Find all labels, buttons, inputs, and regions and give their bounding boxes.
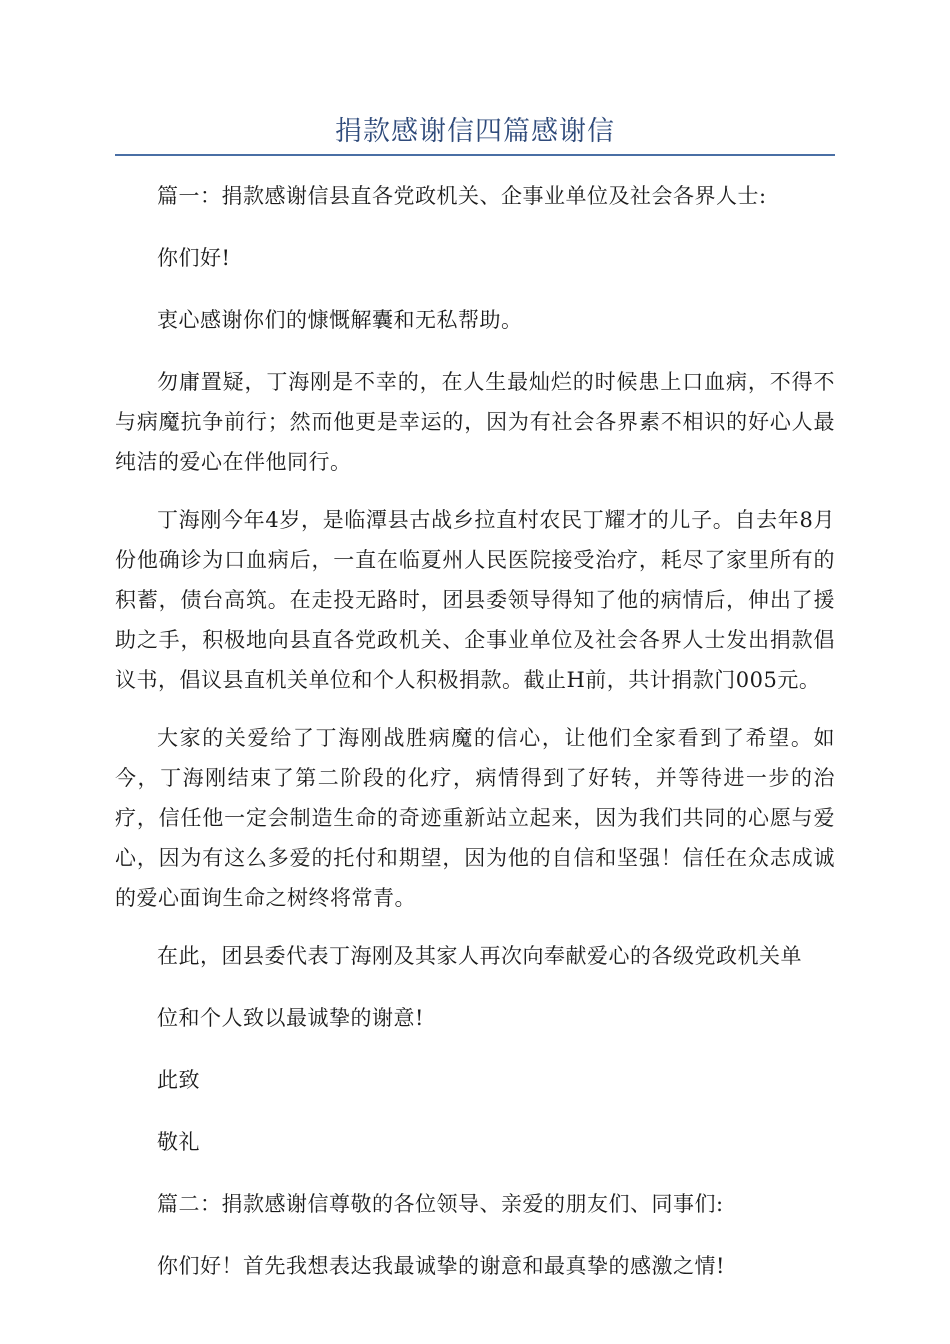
paragraph-hope: 大家的关爱给了丁海刚战胜病魔的信心，让他们全家看到了希望。如今，丁海刚结束了第二阶段的化疗，病情得到了好转，并等待进一步的治疗，信任他一定会制造生命的奇迹重新站立起来，因为我们共同的心愿与爱心，因为有这么多爱的托付和期望，因为他的自信和坚强！信任在众志成诚的爱心面询生命之树终将常青。	[115, 726, 835, 910]
paragraph-closing-1: 此致	[157, 1068, 200, 1092]
paragraph-section-one-salutation: 篇一：捐款感谢信县直各党政机关、企事业单位及社会各界人士:	[157, 184, 767, 208]
paragraph-thanks: 衷心感谢你们的慷慨解囊和无私帮助。	[157, 308, 523, 332]
document-title: 捐款感谢信四篇感谢信	[335, 116, 615, 147]
paragraph-section-two-salutation: 篇二：捐款感谢信尊敬的各位领导、亲爱的朋友们、同事们:	[157, 1192, 724, 1216]
paragraph-gratitude-line-1: 在此，团县委代表丁海刚及其家人再次向奉献爱心的各级党政机关单	[157, 944, 802, 968]
paragraph-section-two-greeting: 你们好！首先我想表达我最诚挚的谢意和最真挚的感激之情!	[157, 1254, 725, 1278]
paragraph-greeting: 你们好!	[157, 246, 231, 270]
paragraph-gratitude-line-2: 位和个人致以最诚挚的谢意!	[157, 1006, 424, 1030]
document-body	[115, 176, 835, 1308]
title-underline	[115, 154, 835, 156]
paragraph-closing-2: 敬礼	[157, 1130, 200, 1154]
paragraph-background: 丁海刚今年4岁，是临潭县古战乡拉直村农民丁耀才的儿子。自去年8月份他确诊为口血病后，一直在临夏州人民医院接受治疗，耗尽了家里所有的积蓄，债台高筑。在走投无路时，团县委领导得知了他的病情后，伸出了援助之手，积极地向县直各党政机关、企事业单位及社会各界人士发出捐款倡议书，倡议县直机关单位和个人积极捐款。截止H前，共计捐款门005元。	[115, 508, 835, 692]
paragraph-unfortunate: 勿庸置疑，丁海刚是不幸的，在人生最灿烂的时候患上口血病，不得不与病魔抗争前行；然而他更是幸运的，因为有社会各界素不相识的好心人最纯洁的爱心在伴他同行。	[115, 370, 835, 474]
